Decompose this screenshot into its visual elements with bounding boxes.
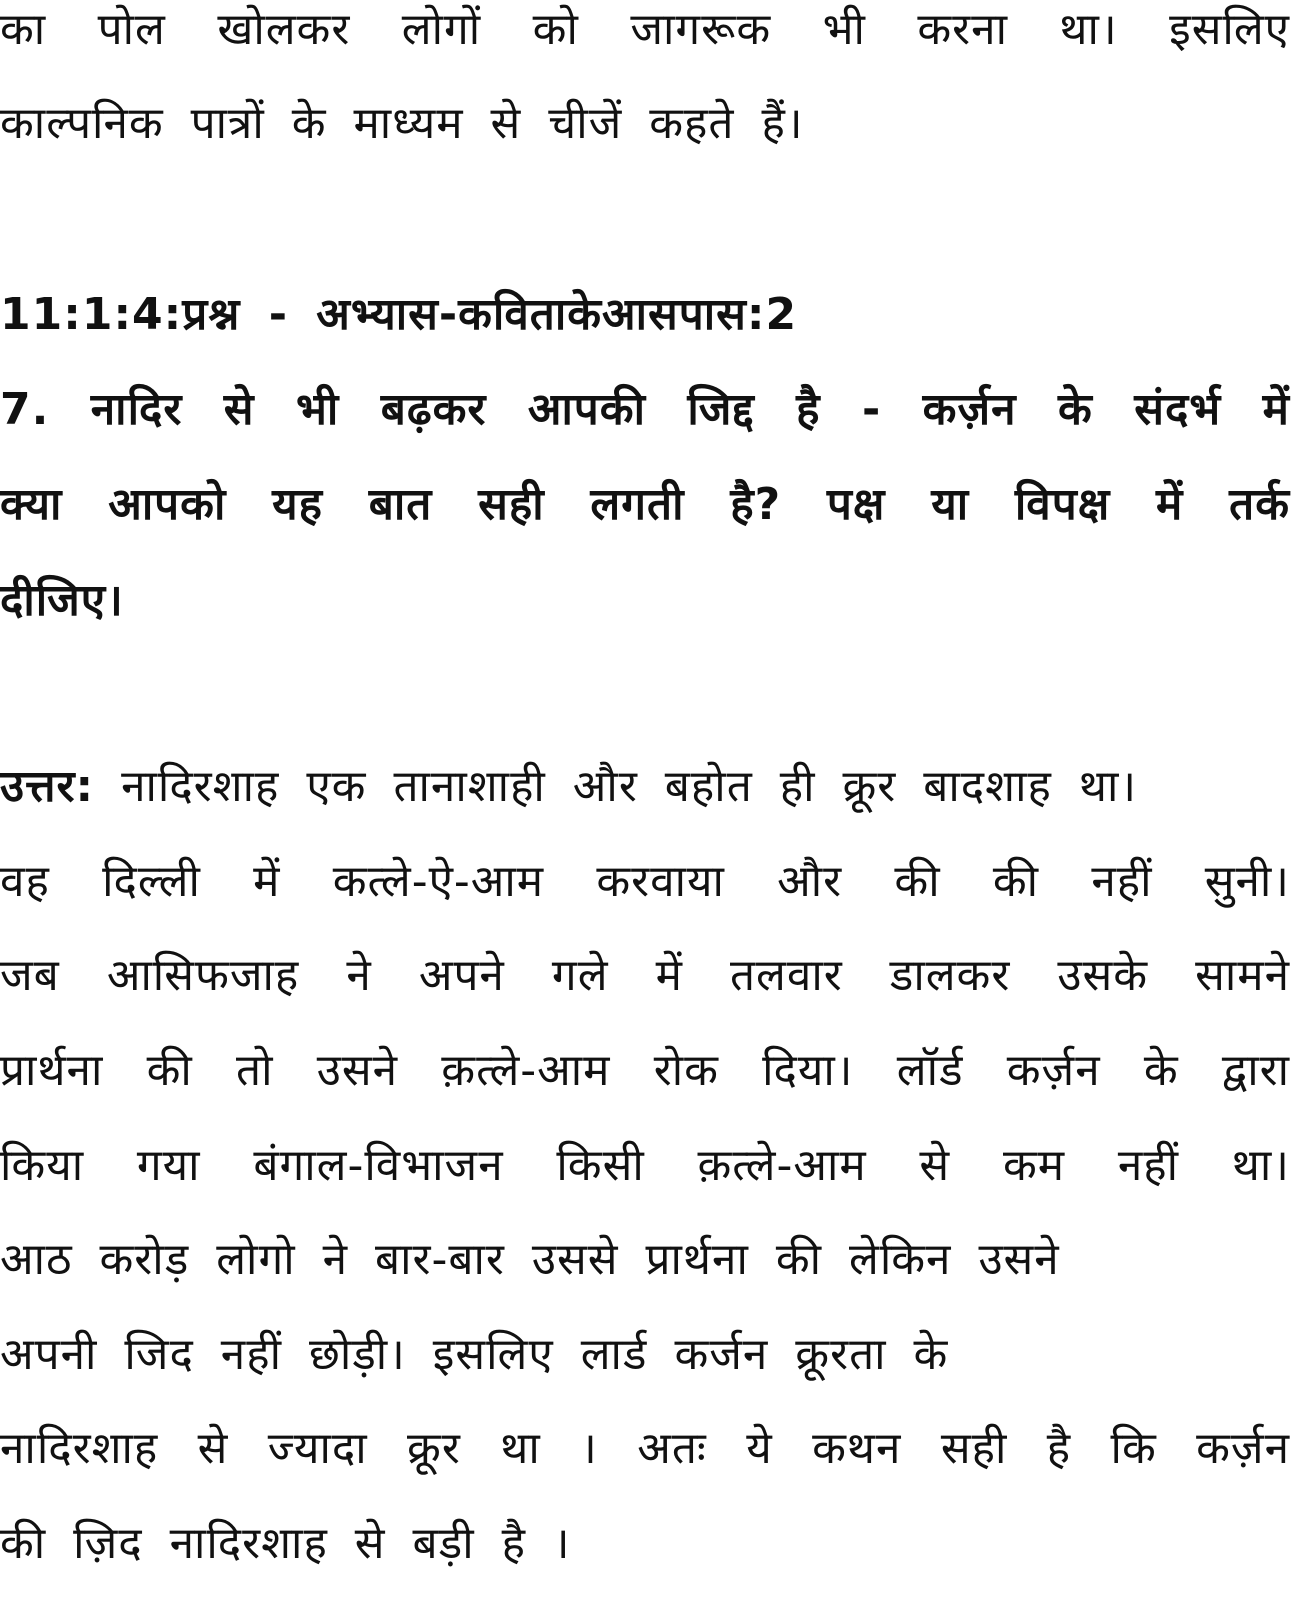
question-code: 11:1:4:प्रश्न - अभ्यास-कविताकेआसपास:2 — [0, 289, 798, 340]
question-line-2: क्या आपको यह बात सही लगती है? पक्ष या विपक्ष में तर्क — [0, 479, 1290, 530]
answer-line-2: वह दिल्ली में कत्ले-ऐ-आम करवाया और की की नहीं सुनी। — [0, 856, 1290, 907]
answer-line-7: अपनी जिद नहीं छोड़ी। इसलिए लार्ड कर्जन क्रूरता के — [0, 1329, 949, 1380]
answer-first-line — [0, 757, 1290, 817]
answer-line-9: की ज़िद नादिरशाह से बड़ी है । — [0, 1518, 571, 1569]
intro-line-1: का पोल खोलकर लोगों को जागरूक भी करना था। इसलिए — [0, 4, 1290, 55]
answer-line-4: प्रार्थना की तो उसने क़त्ले-आम रोक दिया। लॉर्ड कर्ज़न के द्वारा — [0, 1045, 1290, 1096]
question-line-1: 7. नादिर से भी बढ़कर आपकी जिद्द है - कर्ज़न के संदर्भ में — [0, 384, 1290, 435]
answer-line-6: आठ करोड़ लोगो ने बार-बार उससे प्रार्थना की लेकिन उसने — [0, 1234, 1060, 1285]
answer-line-5: किया गया बंगाल-विभाजन किसी क़त्ले-आम से कम नहीं था। — [0, 1140, 1290, 1191]
answer-label: उत्तर: — [0, 761, 95, 812]
answer-line-3: जब आसिफजाह ने अपने गले में तलवार डालकर उसके सामने — [0, 950, 1290, 1001]
intro-line-2: काल्पनिक पात्रों के माध्यम से चीजें कहते हैं। — [0, 98, 804, 149]
question-line-3: दीजिए। — [0, 575, 124, 626]
answer-text-start: नादिरशाह एक तानाशाही और बहोत ही क्रूर बादशाह था। — [121, 761, 1138, 812]
answer-line-8: नादिरशाह से ज्यादा क्रूर था । अतः ये कथन सही है कि कर्ज़न — [0, 1423, 1290, 1474]
